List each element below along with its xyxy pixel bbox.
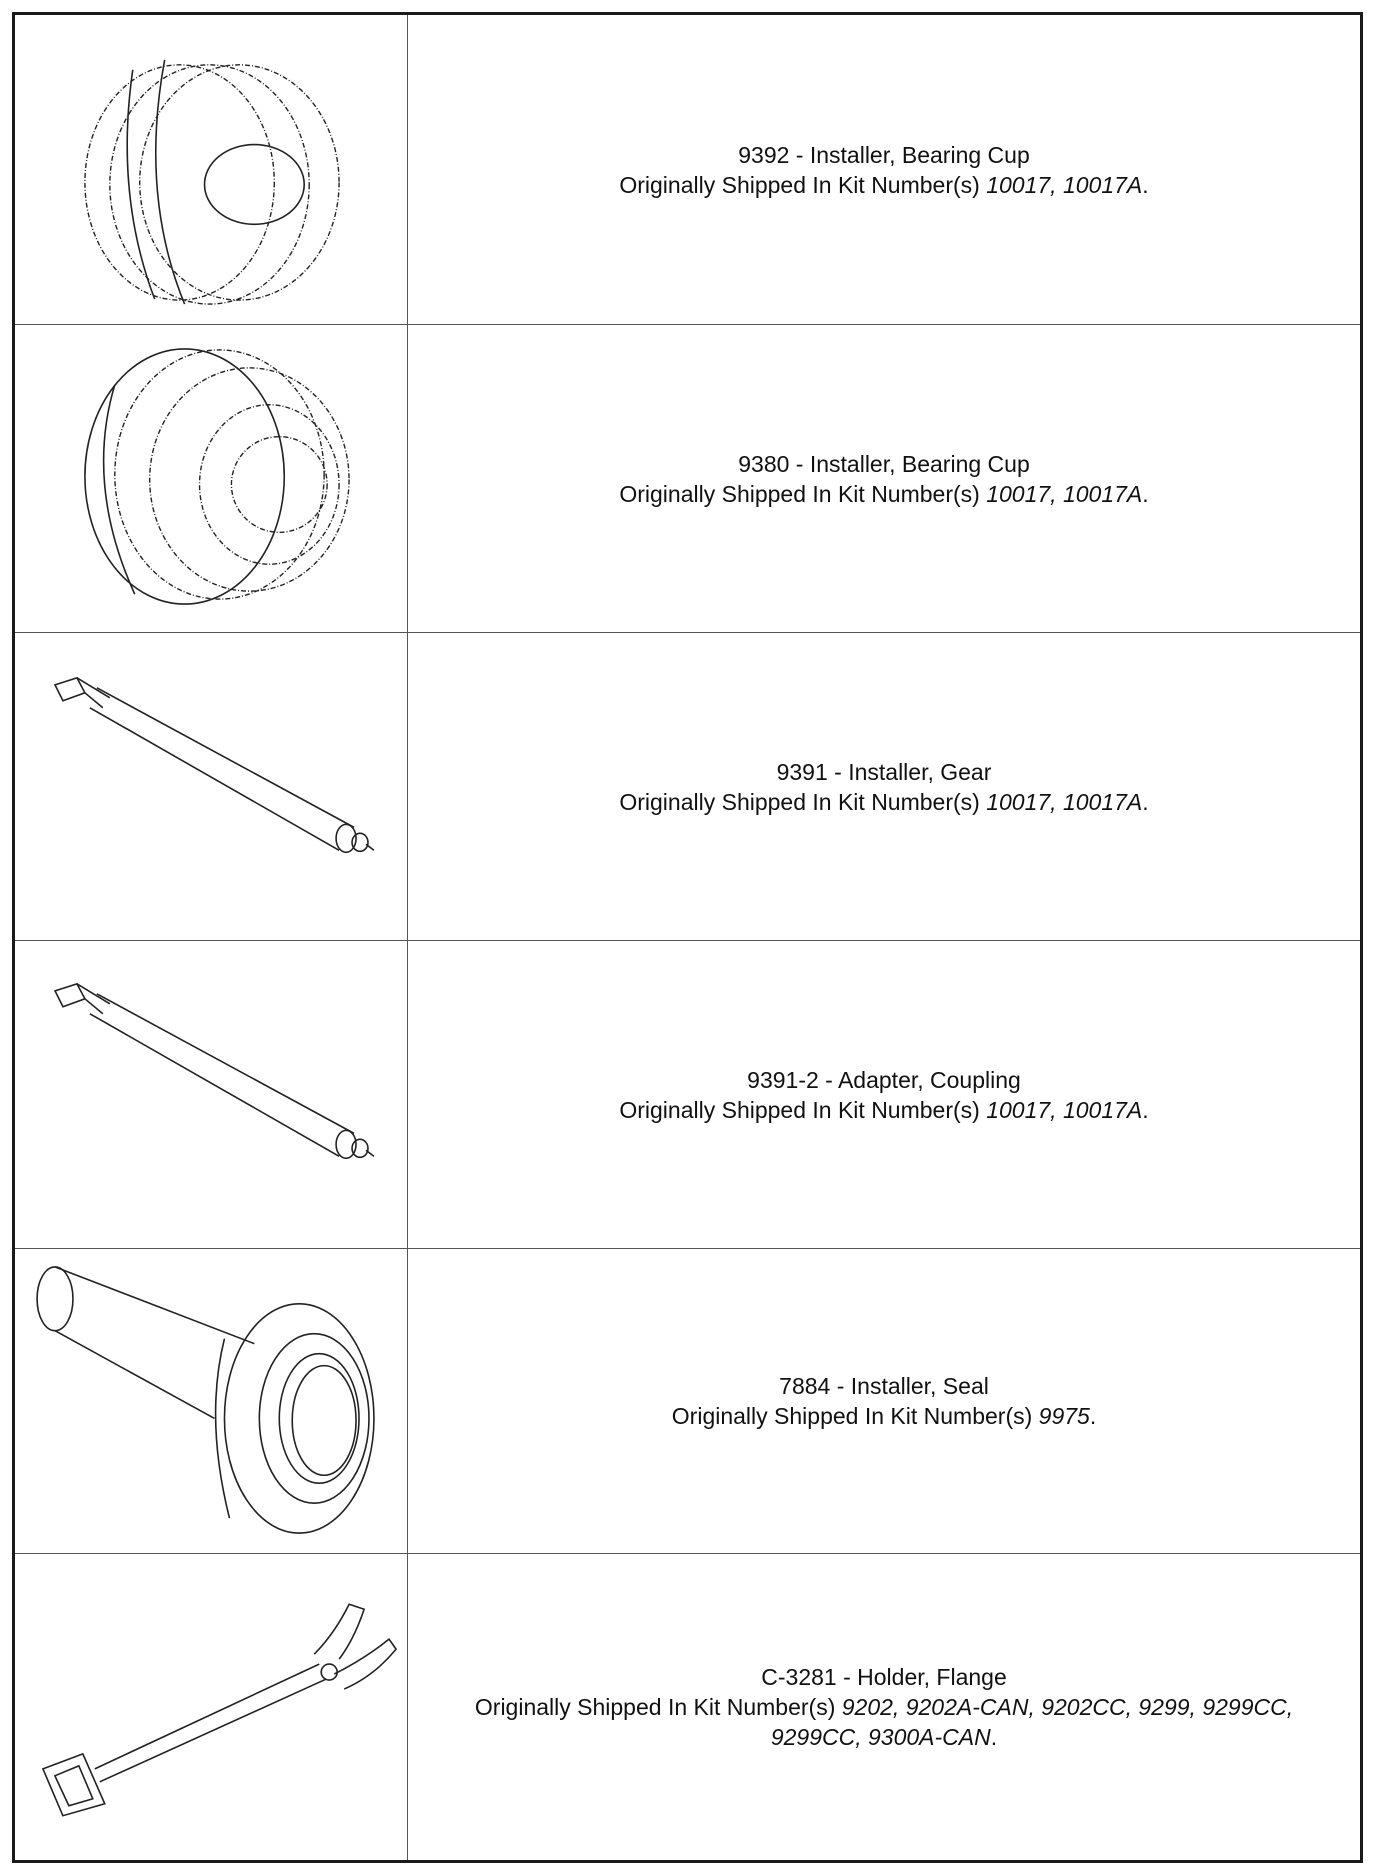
tool-kits-line — [619, 787, 1148, 817]
kits-suffix: . — [1142, 480, 1149, 507]
bearing-cup-installer-icon — [15, 15, 407, 324]
kit-numbers: 10017, 10017A — [986, 1096, 1143, 1123]
tool-description-cell — [408, 1554, 1360, 1860]
tool-image-cell — [15, 633, 408, 940]
tool-description-cell — [408, 15, 1360, 324]
table-row — [15, 1249, 1360, 1554]
kits-suffix: . — [1142, 788, 1149, 815]
kit-numbers: 9202, 9202A-CAN, 9202CC, 9299, 9299CC, — [841, 1694, 1294, 1720]
gear-installer-rod-icon — [15, 633, 407, 940]
kit-numbers: 9299CC, 9300A-CAN — [770, 1724, 991, 1750]
kits-suffix: . — [1089, 1403, 1097, 1429]
tool-title: C-3281 - Holder, Flange — [761, 1664, 1007, 1690]
kits-prefix: Originally Shipped In Kit Number(s) — [619, 480, 980, 507]
table-row — [15, 1554, 1360, 1860]
table-row — [15, 15, 1360, 325]
kit-numbers: 9975 — [1038, 1403, 1090, 1429]
table-row — [15, 633, 1360, 941]
table-row — [15, 325, 1360, 633]
tool-catalog-table — [12, 12, 1363, 1863]
tool-description-cell — [408, 1249, 1360, 1553]
flange-holder-icon — [15, 1554, 407, 1860]
kits-suffix: . — [990, 1724, 998, 1750]
kits-prefix: Originally Shipped In Kit Number(s) — [619, 788, 980, 815]
kits-prefix: Originally Shipped In Kit Number(s) — [619, 171, 980, 198]
tool-image-cell — [15, 15, 408, 324]
kits-prefix: Originally Shipped In Kit Number(s) — [619, 1096, 980, 1123]
kits-prefix: Originally Shipped In Kit Number(s) — [671, 1403, 1033, 1429]
kit-numbers: 10017, 10017A — [986, 171, 1143, 198]
tool-kits-line — [619, 170, 1148, 200]
tool-image-cell — [15, 1554, 408, 1860]
tool-image-cell — [15, 325, 408, 632]
coupling-adapter-rod-icon — [15, 941, 407, 1248]
tool-description-cell — [408, 941, 1360, 1248]
tool-description-cell — [408, 633, 1360, 940]
seal-installer-icon — [15, 1249, 407, 1553]
tool-title: 9391 - Installer, Gear — [776, 758, 992, 785]
tool-title: 9380 - Installer, Bearing Cup — [738, 450, 1030, 477]
tool-kits-line — [672, 1401, 1096, 1431]
tool-title: 9392 - Installer, Bearing Cup — [738, 141, 1030, 168]
kits-suffix: . — [1142, 1096, 1149, 1123]
tool-kits-line-2 — [475, 1722, 1293, 1752]
kit-numbers: 10017, 10017A — [986, 480, 1143, 507]
tool-kits-line — [619, 479, 1148, 509]
tool-kits-line — [619, 1095, 1148, 1125]
bearing-cup-installer-large-icon — [15, 325, 407, 632]
tool-kits-line — [475, 1692, 1293, 1722]
tool-description-cell — [408, 325, 1360, 632]
tool-title: 7884 - Installer, Seal — [779, 1373, 989, 1399]
tool-image-cell — [15, 1249, 408, 1553]
kits-prefix: Originally Shipped In Kit Number(s) — [474, 1694, 836, 1720]
table-row — [15, 941, 1360, 1249]
tool-image-cell — [15, 941, 408, 1248]
kit-numbers: 10017, 10017A — [986, 788, 1143, 815]
tool-title: 9391-2 - Adapter, Coupling — [747, 1066, 1021, 1093]
kits-suffix: . — [1142, 171, 1149, 198]
